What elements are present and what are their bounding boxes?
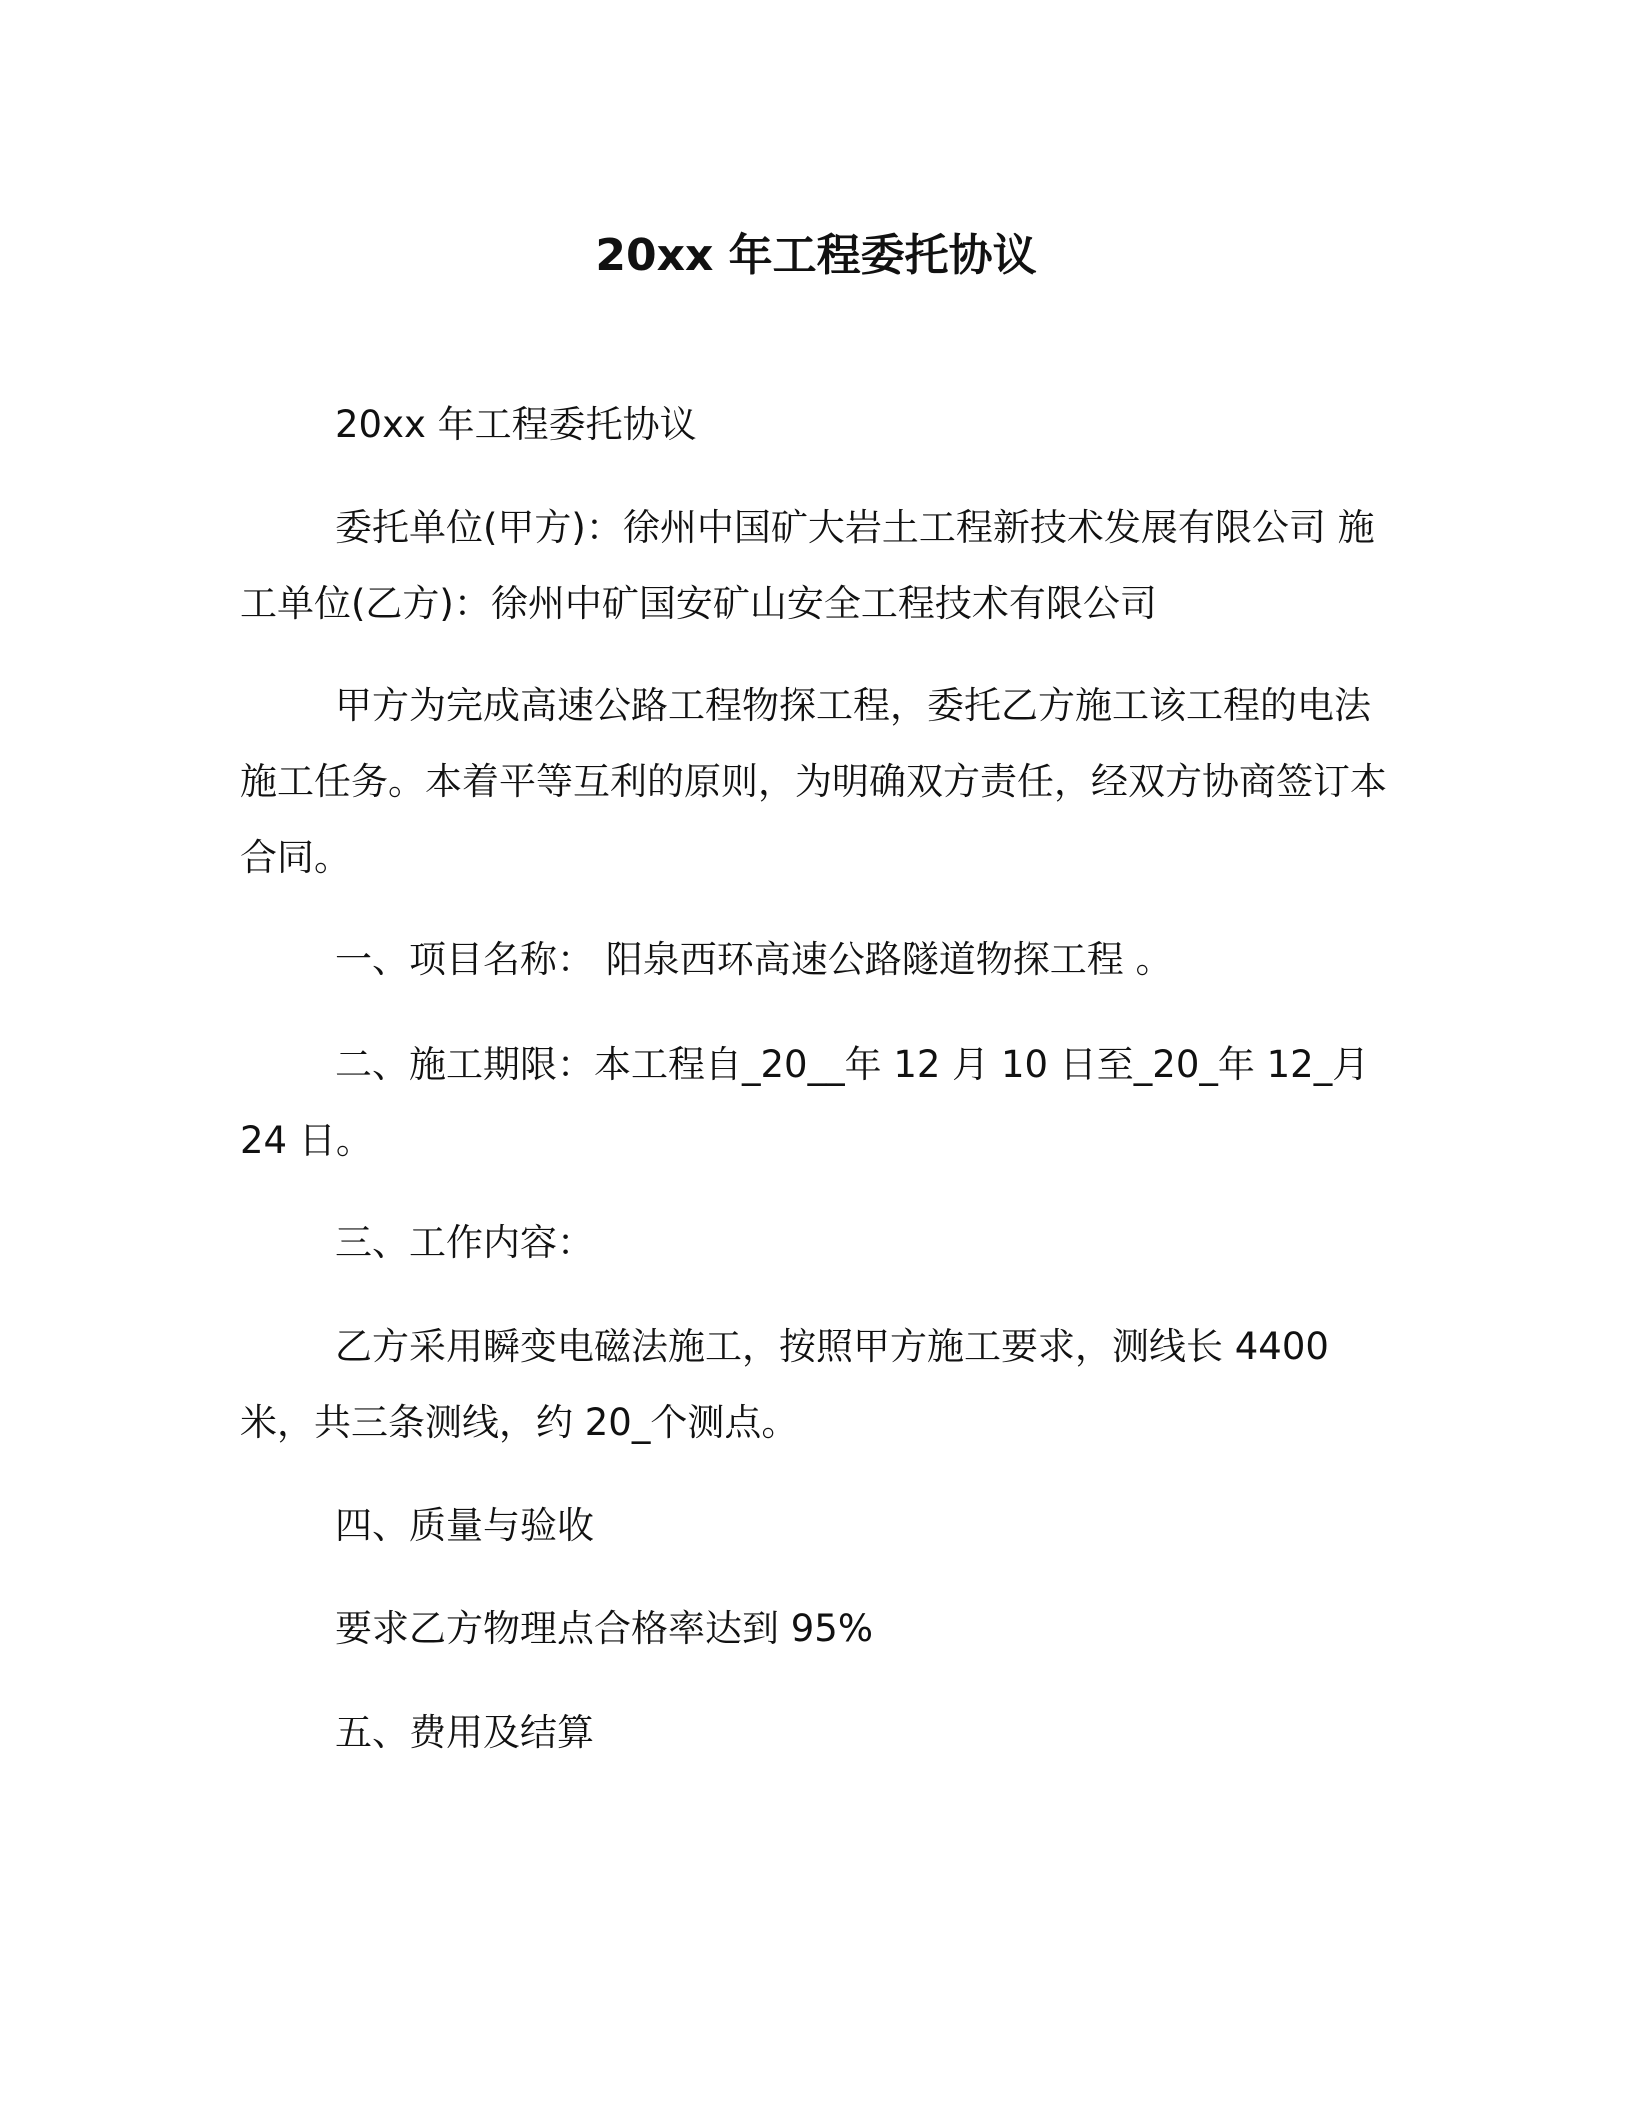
paragraph-construction-period: 二、施工期限：本工程自_20__年 12 月 10 日至_20_年 12_月 24 日。 (240, 1043, 1370, 1162)
paragraph-quality-requirement: 要求乙方物理点合格率达到 95% (335, 1607, 873, 1650)
paragraph-work-content-heading: 三、工作内容： (335, 1221, 594, 1264)
paragraph-purpose: 甲方为完成高速公路工程物探工程，委托乙方施工该工程的电法施工任务。本着平等互利的原则，为明确双方责任，经双方协商签订本合同。 (240, 684, 1387, 879)
paragraph-work-content: 乙方采用瞬变电磁法施工，按照甲方施工要求，测线长 4400 米，共三条测线，约 20_个测点。 (240, 1325, 1329, 1444)
paragraph-fees-heading: 五、费用及结算 (335, 1711, 594, 1754)
paragraph-parties: 委托单位(甲方)：徐州中国矿大岩土工程新技术发展有限公司 施工单位(乙方)：徐州中矿国安矿山安全工程技术有限公司 (240, 506, 1375, 625)
paragraph-quality-heading: 四、质量与验收 (335, 1504, 594, 1547)
paragraph-heading-repeat: 20xx 年工程委托协议 (335, 403, 697, 446)
document-title: 20xx 年工程委托协议 (595, 230, 1037, 281)
paragraph-project-name: 一、项目名称： 阳泉西环高速公路隧道物探工程 。 (335, 938, 1173, 981)
